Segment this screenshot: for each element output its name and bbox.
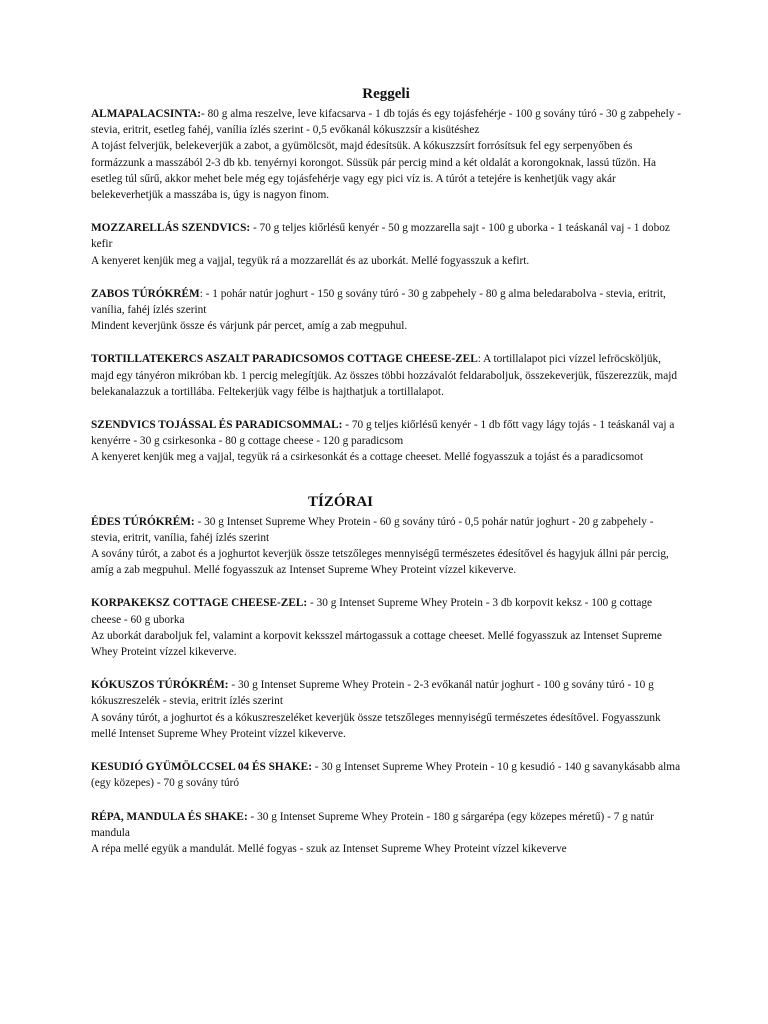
recipe-kokuszos-turokrem (91, 677, 681, 742)
recipe-zabos-turokrem (91, 286, 681, 335)
recipe-ingredients: - 30 g Intenset Supreme Whey Protein - 2-3 evőkanál natúr joghurt - 100 g sovány túró - 10 g kókuszreszelék - stevia, eritrit ízlés szerint (91, 679, 654, 708)
recipe-name: MOZZARELLÁS SZENDVICS: (91, 222, 251, 235)
recipe-ingredients-line (91, 677, 681, 709)
recipe-ingredients: - 70 g teljes kiőrlésű kenyér - 1 db főtt vagy lágy tojás - 1 teáskanál vaj a kenyérre - 30 g csirkesonka - 80 g cottage cheese - 120 g paradicsom (91, 419, 675, 448)
recipe-name: KORPAKEKSZ COTTAGE CHEESE-ZEL: (91, 597, 308, 610)
recipe-instructions: A kenyeret kenjük meg a vajjal, tegyük rá a csirkesonkát és a cottage cheeset. Mellé fogyasszuk a tojást és a paradicsomot (91, 451, 644, 464)
recipe-repa-mandula (91, 809, 681, 858)
recipe-instructions: Mindent keverjünk össze és várjunk pár percet, amíg a zab megpuhul. (91, 320, 408, 333)
recipe-ingredients: - 30 g Intenset Supreme Whey Protein - 10 g kesudió - 140 g savanykásabb alma (egy közepes) - 70 g sovány túró (91, 761, 681, 790)
recipe-ingredients: - 80 g alma reszelve, leve kifacsarva - 1 db tojás és egy tojásfehérje - 100 g sovány túró - 30 g zabpehely - stevia, eritrit, esetleg fahéj, vanília ízlés szerint - 0,5 evőkanál kókuszzsír a kisütéshez (91, 108, 681, 137)
recipe-tortillatekercs (91, 351, 681, 400)
recipe-name: SZENDVICS TOJÁSSAL ÉS PARADICSOMMAL: (91, 419, 343, 432)
recipe-ingredients-line (91, 759, 681, 791)
recipe-edes-turokrem (91, 514, 681, 579)
recipe-ingredients: - 30 g Intenset Supreme Whey Protein - 180 g sárgarépa (egy közepes méretű) - 7 g natúr mandula (91, 810, 654, 839)
recipe-name: ALMAPALACSINTA: (91, 108, 202, 120)
recipe-instructions: Az uborkát daraboljuk fel, valamint a korpovit keksszel mártogassuk a cottage cheeset. Mellé fogyasszuk az Intenset Supreme Whey Proteint vízzel kikeverve. (91, 629, 662, 659)
recipe-ingredients-line (91, 220, 681, 252)
recipe-ingredients-line (91, 595, 681, 627)
recipe-instructions: A tojást felverjük, belekeverjük a zabot, a gyümölcsöt, majd édesítsük. A kókuszzsírt forrósítsuk fel egy serpenyőben és formázzunk a masszából 2-3 db kb. tenyérnyi korongot. Süssük pár percig mind a két oldalát a korongoknak, lassú tűzön. Ha esetleg túl sűrű, akkor mehet bele még egy tojásfehérje vagy egy pici víz is. A túrót a tetejére is kenhetjük vagy akár belekeverhetjük a masszába is, úgy is nagyon finom. (91, 140, 657, 202)
recipe-ingredients-line (91, 106, 681, 138)
recipe-name: KÓKUSZOS TÚRÓKRÉM: (91, 679, 229, 692)
recipe-kesudio (91, 759, 681, 791)
recipe-ingredients: - 70 g teljes kiőrlésű kenyér - 50 g mozzarella sajt - 100 g uborka - 1 teáskanál vaj - 1 doboz kefir (91, 222, 670, 251)
recipe-ingredients-line (91, 351, 681, 400)
recipe-instructions: A kenyeret kenjük meg a vajjal, tegyük rá a mozzarellát és az uborkát. Mellé fogyasszuk a kefirt. (91, 254, 530, 267)
recipe-ingredients-line (91, 286, 681, 318)
recipe-mozzarellas-szendvics (91, 220, 681, 269)
recipe-szendvics-tojassal (91, 417, 681, 466)
recipe-ingredients-line (91, 809, 681, 841)
recipe-name: TORTILLATEKERCS ASZALT PARADICSOMOS COTTAGE CHEESE-ZEL (91, 353, 478, 366)
recipe-ingredients: : - 1 pohár natúr joghurt - 150 g sovány túró - 30 g zabpehely - 80 g alma beledarabolva - stevia, eritrit, vanília, fahéj ízlés szerint (91, 287, 666, 317)
recipe-ingredients-line (91, 417, 681, 449)
recipe-instructions: A sovány túrót, a zabot és a joghurtot keverjük össze tetszőleges mennyiségű természetes édesítővel és hagyjuk állni pár percig, amíg a zab megpuhul. Mellé fogyasszuk az Intenset Supreme Whey Proteint vízzel kikeverve. (91, 548, 669, 577)
document-page (91, 84, 681, 874)
recipe-ingredients-line (91, 514, 681, 546)
recipe-name: KESUDIÓ GYÜMÖLCCSEL 04 ÉS SHAKE: (91, 761, 312, 774)
section-title-reggeli: Reggeli (362, 86, 410, 102)
recipe-name: RÉPA, MANDULA ÉS SHAKE: (91, 810, 248, 823)
recipe-ingredients: - 30 g Intenset Supreme Whey Protein - 60 g sovány túró - 0,5 pohár natúr joghurt - 20 g zabpehely - stevia, eritrit, vanília, fahéj ízlés szerint (91, 515, 654, 544)
recipe-almapalacsinta (91, 106, 681, 203)
recipe-name: ÉDES TÚRÓKRÉM: (91, 515, 195, 528)
recipe-name: ZABOS TÚRÓKRÉM (91, 287, 200, 300)
recipe-korpakeksz (91, 595, 681, 660)
recipe-instructions: A répa mellé együk a mandulát. Mellé fogyas - szuk az Intenset Supreme Whey Proteint vízzel kikeverve (91, 842, 567, 855)
recipe-instructions: A sovány túrót, a joghurtot és a kókuszreszeléket keverjük össze tetszőleges mennyiségű természetes édesítővel. Fogyasszunk mellé Intenset Supreme Whey Proteint vízzel kikeverve. (91, 711, 661, 740)
section-title-tizorai: TÍZÓRAI (308, 493, 374, 510)
recipe-ingredients: : A tortillalapot pici vízzel lefröcsköljük, majd egy tányéron mikróban kb. 1 percig melegítjük. Az összes többi hozzávalót feldaraboljuk, összekeverjük, fűszerezzük, majd belekanalazzuk a tortillába. Feltekerjük vagy félbe is hajthatjuk a tortillalapot. (91, 353, 677, 398)
recipe-ingredients: - 30 g Intenset Supreme Whey Protein - 3 db korpovit keksz - 100 g cottage cheese - 60 g uborka (91, 597, 653, 626)
